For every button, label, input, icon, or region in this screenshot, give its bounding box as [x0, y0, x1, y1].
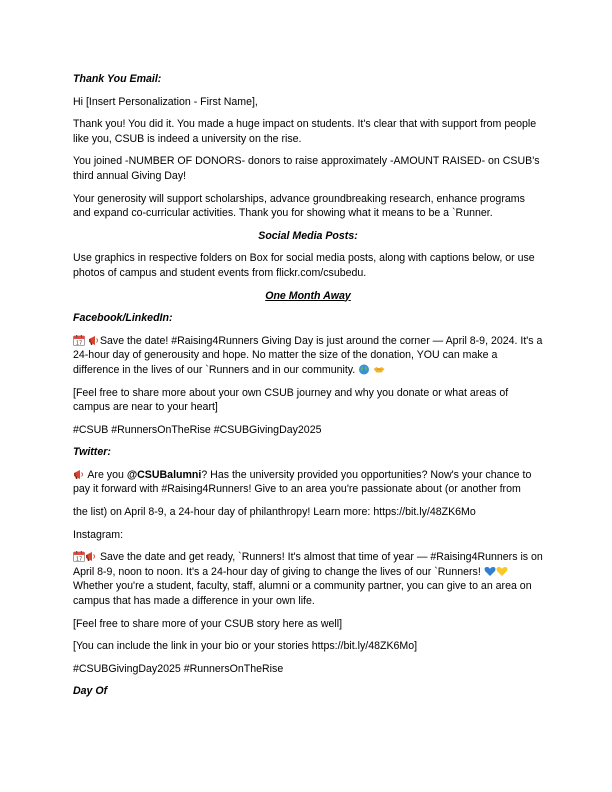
megaphone-icon — [85, 551, 97, 562]
globe-icon — [358, 364, 370, 375]
thank-you-paragraph-1: Thank you! You did it. You made a huge impact on students. It's clear that with support from people like you, CSUB is indeed a university on the rise. — [73, 118, 537, 145]
twitter-handle: @CSUBalumni — [126, 468, 202, 481]
twitter-post-text-a: Are you — [87, 468, 124, 481]
svg-text:17: 17 — [75, 556, 83, 563]
facebook-hashtags: #CSUB #RunnersOnTheRise #CSUBGivingDay2025 — [73, 423, 322, 436]
document-page — [73, 72, 543, 707]
facebook-linkedin-heading: Facebook/LinkedIn: — [73, 312, 173, 325]
instagram-heading: Instagram: — [73, 528, 124, 541]
twitter-heading: Twitter: — [73, 446, 111, 459]
megaphone-icon — [88, 335, 100, 346]
twitter-post-continued: the list) on April 8-9, a 24-hour day of philanthropy! Learn more: https://bit.ly/48ZK6Mo — [73, 506, 476, 519]
instagram-hashtags: #CSUBGivingDay2025 #RunnersOnTheRise — [73, 662, 284, 675]
one-month-away-label: One Month Away — [265, 289, 351, 302]
megaphone-icon — [73, 469, 85, 480]
svg-text:17: 17 — [75, 340, 83, 346]
facebook-post-text: Save the date! #Raising4Runners Giving Day is just around the corner — April 8-9, 2024. It's a 24-hour day of generousity and hope. No matter the size of the donation, YOU can make a difference in the lives of our `Runners and in our community. — [73, 334, 543, 376]
calendar-icon — [73, 551, 85, 562]
handshake-icon — [373, 364, 385, 375]
thank-you-paragraph-2: You joined -NUMBER OF DONORS- donors to raise approximately -AMOUNT RAISED- on CSUB's third annual Giving Day! — [73, 155, 540, 182]
thank-you-greeting: Hi [Insert Personalization - First Name], — [73, 95, 258, 108]
social-media-intro: Use graphics in respective folders on Box for social media posts, along with captions below, or use photos of campus and student events from flickr.com/csubedu. — [73, 252, 535, 279]
thank-you-heading: Thank You Email: — [73, 73, 162, 85]
yellow-heart-icon — [496, 566, 508, 577]
facebook-note: [Feel free to share more about your own CSUB journey and why you donate or what areas of campus are near to your heart] — [73, 386, 509, 414]
instagram-post-text-a: Save the date and get ready, `Runners! It's almost that time of year — #Raising4Runners is on April 8-9, noon to noon. It's a 24-hour day of giving to change the lives of our `Runners! — [73, 551, 543, 578]
one-month-away-subheading — [73, 289, 543, 304]
twitter-post-text-b: ? Has the university provided you opportunities? Now's your chance to pay it forward with #Raising4Runners! Give to an area you're passionate about (or another from — [73, 468, 532, 496]
instagram-post — [73, 550, 543, 608]
calendar-icon — [73, 335, 85, 346]
instagram-note-1: [Feel free to share more of your CSUB story here as well] — [73, 617, 343, 630]
instagram-post-text-b: Whether you're a student, faculty, staff, alumni or a community partner, you can give to an area on campus that has made a difference in your own life. — [73, 580, 532, 608]
thank-you-paragraph-3: Your generosity will support scholarships, advance groundbreaking research, enhance programs and expand co-curricular activities. Thank you for showing what it means to be a `Runner. — [73, 192, 525, 220]
social-media-heading: Social Media Posts: — [258, 229, 358, 242]
instagram-note-2: [You can include the link in your bio or your stories https://bit.ly/48ZK6Mo] — [73, 640, 418, 653]
day-of-heading: Day Of — [73, 685, 108, 698]
twitter-post — [73, 468, 543, 497]
blue-heart-icon — [484, 566, 496, 577]
facebook-post — [73, 334, 543, 378]
